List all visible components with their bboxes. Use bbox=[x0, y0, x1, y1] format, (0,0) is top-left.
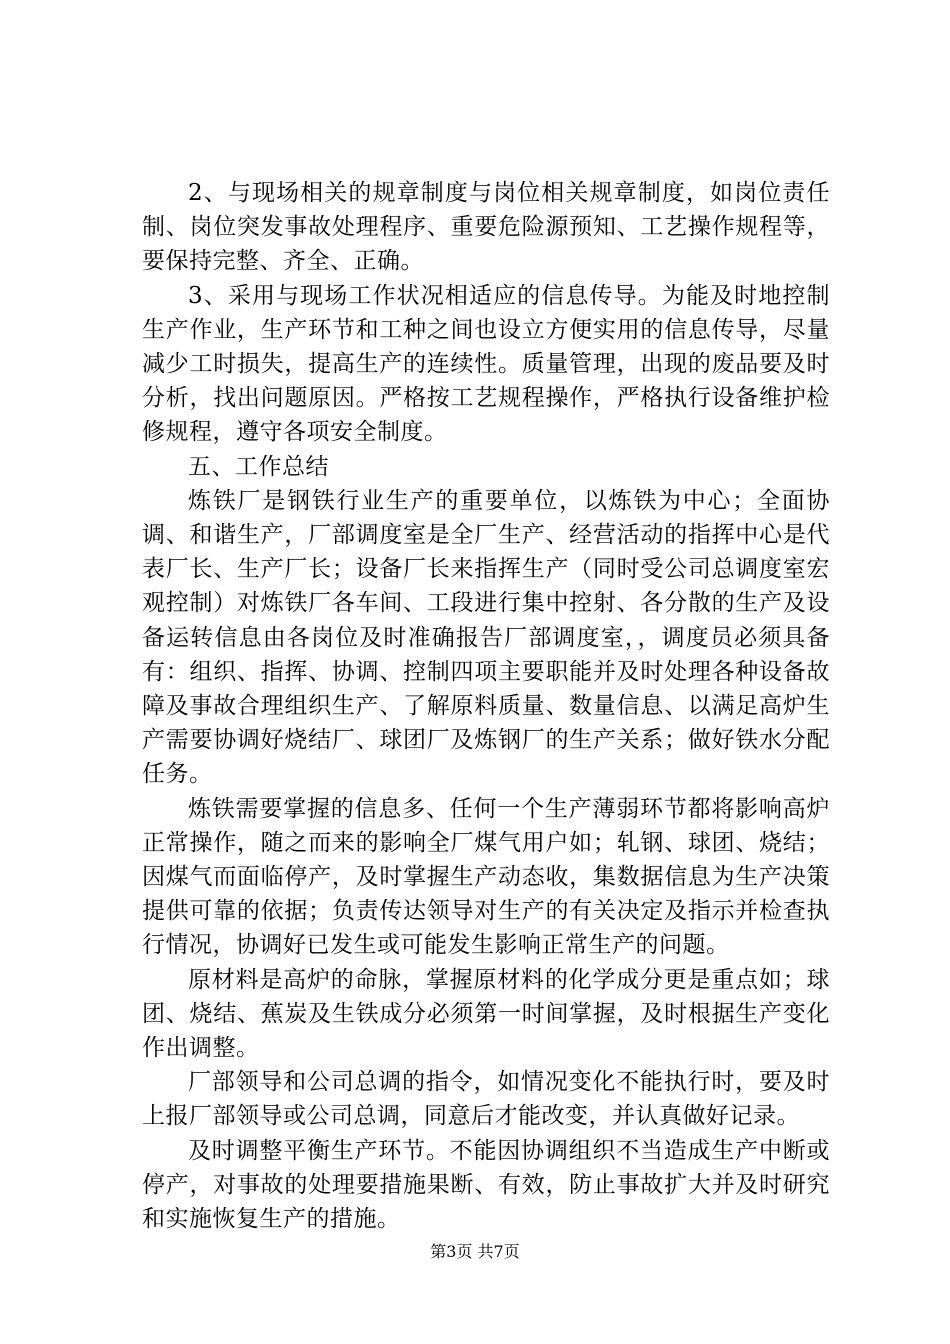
section-heading-work-summary: 五、工作总结 bbox=[188, 453, 329, 480]
document-body bbox=[142, 176, 830, 1236]
paragraph-raw-materials: 原材料是高炉的命脉，掌握原材料的化学成分更是重点如；球团、烧结、蕉炭及生铁成分必须第一时间掌握，及时根据生产变化作出调整。 bbox=[142, 966, 830, 1062]
paragraph-balance-production: 及时调整平衡生产环节。不能因协调组织不当造成生产中断或停产，对事故的处理要措施果断、有效，防止事故扩大并及时研究和实施恢复生产的措施。 bbox=[142, 1137, 830, 1233]
paragraph-regulations: 2、与现场相关的规章制度与岗位相关规章制度，如岗位责任制、岗位突发事故处理程序、重要危险源预知、工艺操作规程等，要保持完整、齐全、正确。 bbox=[142, 180, 830, 275]
paragraph-information-needs: 炼铁需要掌握的信息多、任何一个生产薄弱环节都将影响高炉正常操作，随之而来的影响全厂煤气用户如；轧钢、球团、烧结；因煤气而面临停产，及时掌握生产动态收，集数据信息为生产决策提供可靠的依据；负责传达领导对生产的有关决定及指示并检查执行情况，协调好已发生或可能发生影响正常生产的问题。 bbox=[142, 795, 830, 959]
paragraph-ironworks-overview: 炼铁厂是钢铁行业生产的重要单位，以炼铁为中心；全面协调、和谐生产，厂部调度室是全厂生产、经营活动的指挥中心是代表厂长、生产厂长；设备厂长来指挥生产（同时受公司总调度室宏观控制）对炼铁厂各车间、工段进行集中控射、各分散的生产及设备运转信息由各岗位及时准确报告厂部调度室，，调度员必须具备有：组织、指挥、协调、控制四项主要职能并及时处理各种设备故障及事故合理组织生产、了解原料质量、数量信息、以满足高炉生产需要协调好烧结厂、球团厂及炼钢厂的生产关系；做好铁水分配任务。 bbox=[142, 487, 830, 788]
page-number-footer: 第3页 共7页 bbox=[430, 1242, 520, 1261]
paragraph-instructions: 厂部领导和公司总调的指令，如情况变化不能执行时，要及时上报厂部领导或公司总调，同意后才能改变，并认真做好记录。 bbox=[142, 1069, 830, 1130]
paragraph-information-transfer: 3、采用与现场工作状况相适应的信息传导。为能及时地控制生产作业，生产环节和工种之间也设立方便实用的信息传导，尽量减少工时损失，提高生产的连续性。质量管理，出现的废品要及时分析，找出问题原因。严格按工艺规程操作，严格执行设备维护检修规程，遵守各项安全制度。 bbox=[142, 282, 830, 446]
